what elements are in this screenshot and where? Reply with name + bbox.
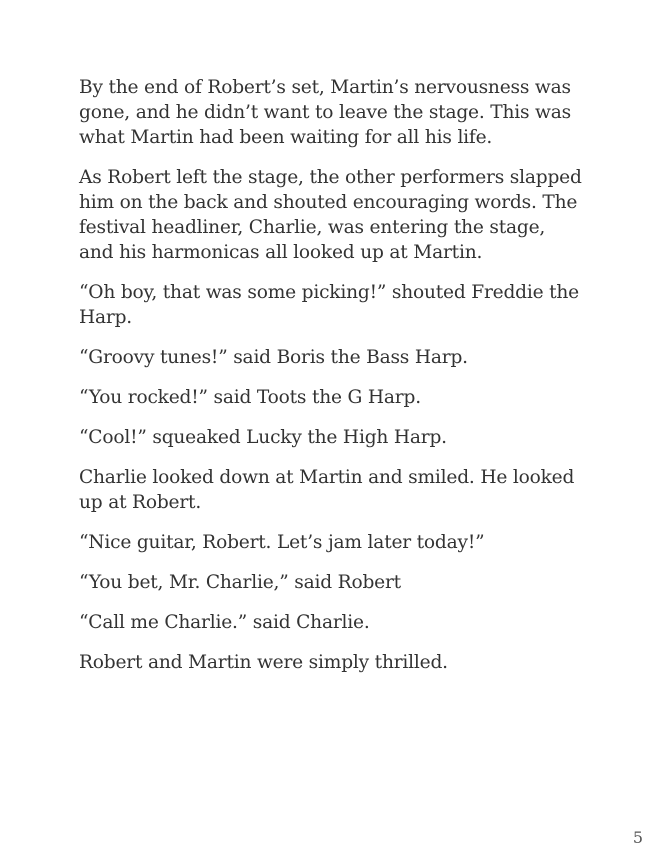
paragraph: “Call me Charlie.” said Charlie. [79,612,370,633]
story-text [79,75,584,690]
paragraph: “Oh boy, that was some picking!” shouted Freddie the Harp. [79,282,579,328]
paragraph: As Robert left the stage, the other performers slapped him on the back and shouted encouraging words. The festival headliner, Charlie, was entering the stage, and his harmonicas all looked up at Martin. [79,167,582,263]
paragraph: “You rocked!” said Toots the G Harp. [79,387,421,408]
paragraph: “Nice guitar, Robert. Let’s jam later today!” [79,532,485,553]
paragraph: Robert and Martin were simply thrilled. [79,652,448,673]
paragraph: By the end of Robert’s set, Martin’s nervousness was gone, and he didn’t want to leave the stage. This was what Martin had been waiting for all his life. [79,77,571,148]
page-number: 5 [632,828,643,847]
paragraph: “Groovy tunes!” said Boris the Bass Harp. [79,347,468,368]
paragraph: “Cool!” squeaked Lucky the High Harp. [79,427,447,448]
paragraph: Charlie looked down at Martin and smiled. He looked up at Robert. [79,467,575,513]
paragraph: “You bet, Mr. Charlie,” said Robert [79,572,401,593]
